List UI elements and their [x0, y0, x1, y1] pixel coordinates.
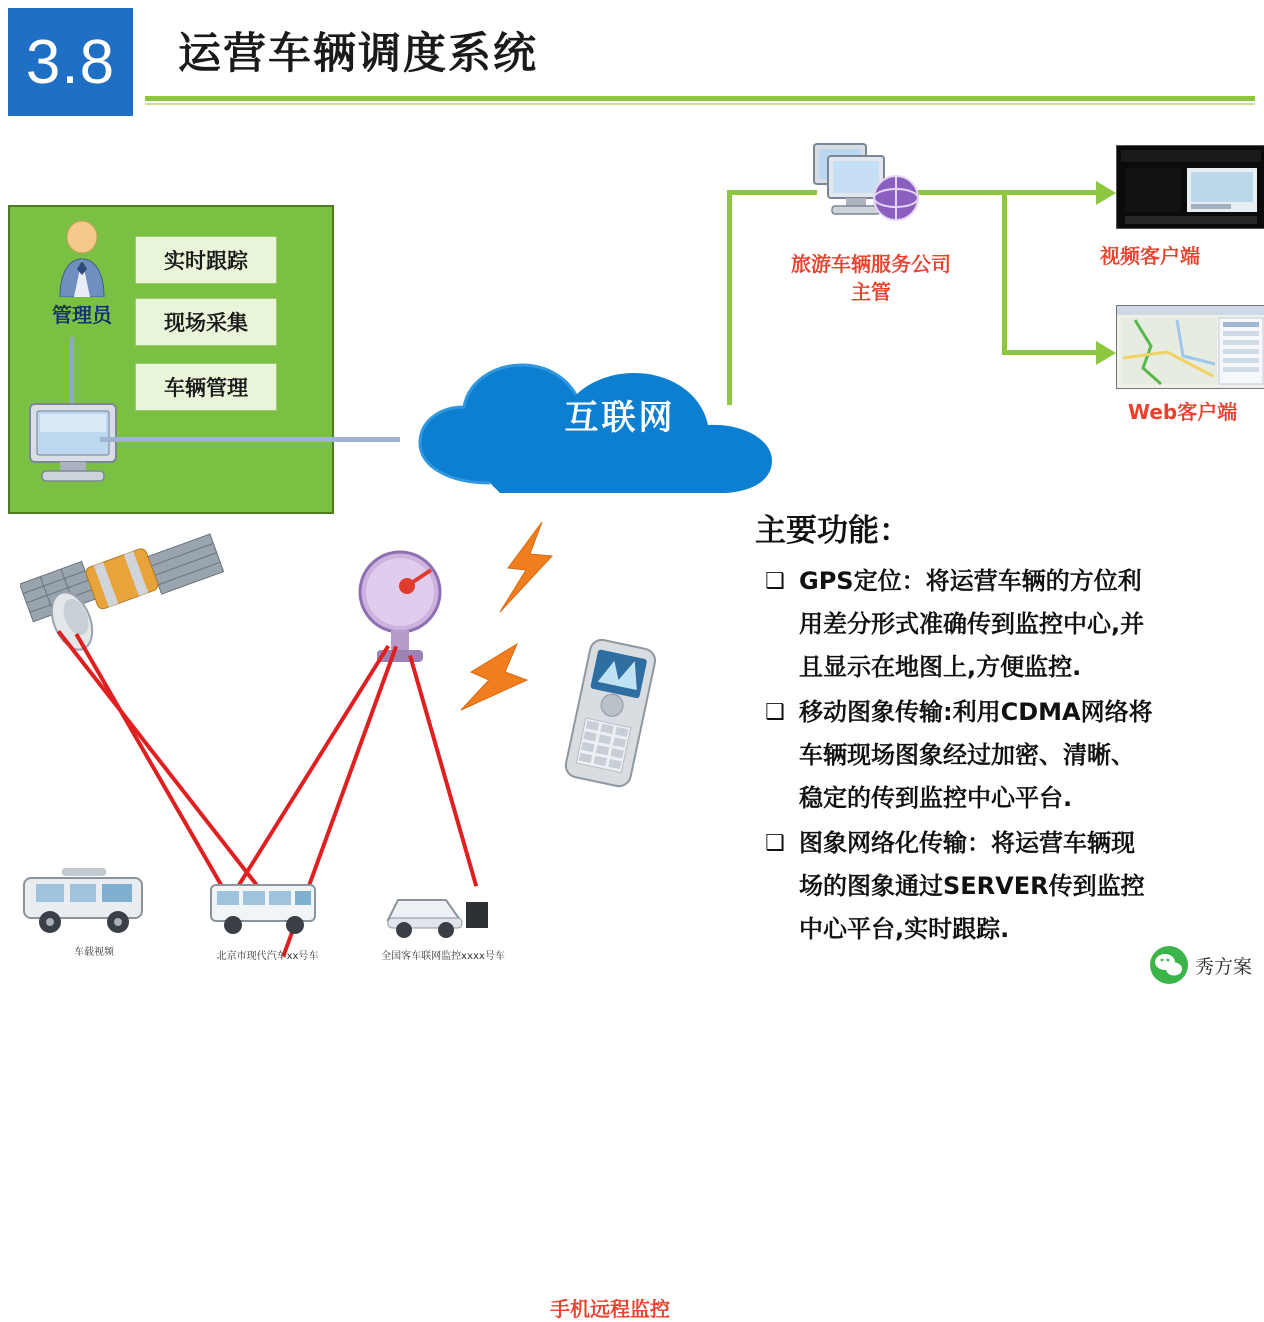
green-line-to-web-client: [1002, 350, 1102, 355]
video-client-label: 视频客户端: [1100, 244, 1200, 268]
bullet-mark-icon: ❑: [765, 831, 785, 856]
admin-label: 管理员: [52, 303, 112, 327]
gps-scene: [0, 515, 740, 1321]
vehicle-caption-1: 车载视频: [74, 947, 114, 958]
vehicle-caption-2: 北京市现代汽车xx号车: [216, 951, 319, 962]
header-rule-secondary: [145, 103, 1255, 105]
header-rule: [145, 96, 1255, 101]
bullet-mark-icon: ❑: [765, 569, 785, 594]
function-box-field-collection[interactable]: 现场采集: [135, 298, 277, 346]
bullet-text-gps: GPS定位：将运营车辆的方位利 用差分形式准确传到监控中心,并 且显示在地图上,方便监控.: [799, 567, 1145, 681]
slide-header: [0, 0, 1264, 120]
wire-admin-to-internet: [100, 437, 400, 442]
green-line-server-to-clients: [912, 190, 1007, 195]
phone-monitoring-label: 手机远程监控: [550, 1297, 670, 1321]
vehicle-caption-3: 全国客车联网监控xxxx号车: [381, 951, 505, 962]
bullet-item-gps: [755, 560, 1255, 689]
bullet-item-mobile-image: [755, 691, 1255, 820]
panel-connector-line: [70, 337, 74, 407]
desktop-computer-icon: [28, 402, 118, 487]
watermark: [1149, 943, 1252, 987]
arrow-head-video-client-icon: [1096, 178, 1118, 208]
bullet-item-network-image: [755, 822, 1255, 951]
video-client-thumbnail[interactable]: [1116, 145, 1264, 229]
satellite-dish-icon: [345, 550, 455, 665]
green-line-to-video-client: [1002, 190, 1102, 195]
vehicle-bus-icon: [205, 875, 330, 945]
main-functions-block: [755, 505, 1255, 953]
green-line-client-branch-vertical: [1002, 190, 1007, 355]
web-client-thumbnail[interactable]: [1116, 305, 1264, 389]
watermark-text: 秀方案: [1194, 955, 1252, 978]
green-line-to-server: [727, 190, 817, 195]
admin-panel: [8, 205, 334, 514]
vehicle-car-icon: [380, 880, 495, 945]
bullet-text-network-image: 图象网络化传输：将运营车辆现 场的图象通过SERVER传到监控 中心平台,实时跟踪.: [799, 829, 1145, 943]
bullet-mark-icon: ❑: [765, 700, 785, 725]
web-client-label: Web客户端: [1128, 400, 1238, 424]
wechat-logo-icon: [1149, 945, 1189, 985]
server-label: 旅游车辆服务公司主管: [791, 252, 951, 304]
vehicle-van-icon: [14, 860, 174, 945]
server-monitors-icon: [812, 140, 922, 240]
signal-bolt-icon-2: [455, 640, 535, 715]
green-line-cloud-to-server-vertical: [727, 190, 732, 405]
admin-person-icon: [52, 219, 112, 297]
signal-line-1: [57, 630, 263, 893]
mobile-phone-icon: [545, 635, 675, 795]
bullet-text-mobile-image: 移动图象传输:利用CDMA网络将 车辆现场图象经过加密、清晰、 稳定的传到监控中心平台.: [799, 698, 1153, 812]
function-box-realtime-tracking[interactable]: 实时跟踪: [135, 236, 277, 284]
arrow-head-web-client-icon: [1096, 338, 1118, 368]
internet-label: 互联网: [564, 398, 676, 438]
page-title: 运营车辆调度系统: [178, 29, 538, 79]
section-number-badge: 3.8: [8, 8, 133, 116]
function-box-vehicle-management[interactable]: 车辆管理: [135, 363, 277, 411]
satellite-icon: [20, 525, 240, 665]
main-functions-title: 主要功能：: [755, 513, 910, 549]
signal-bolt-icon-1: [490, 520, 560, 615]
